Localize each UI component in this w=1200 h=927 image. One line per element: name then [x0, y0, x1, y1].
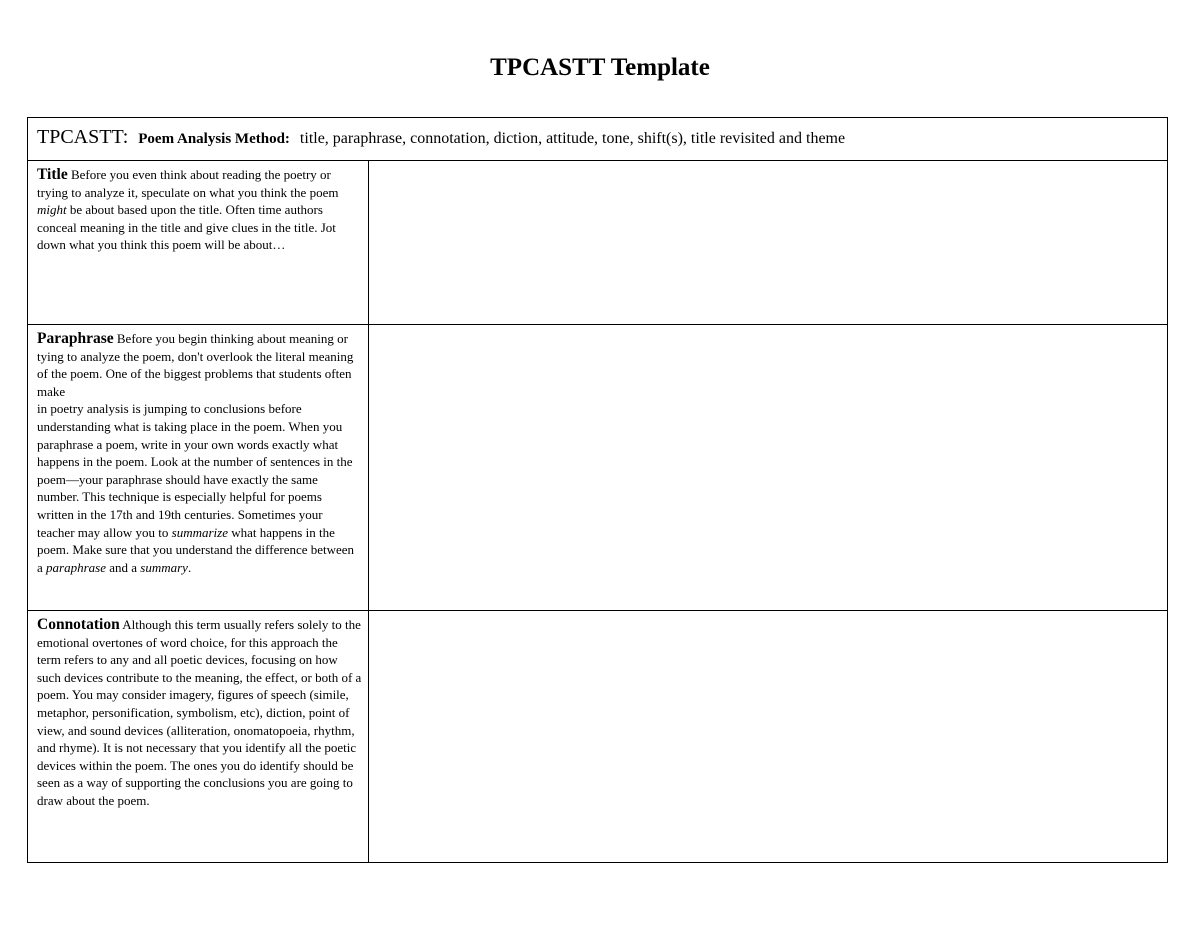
table-row-connotation: [28, 611, 1167, 862]
response-cell-connotation[interactable]: [369, 611, 1167, 862]
prompt-paraphrase-part-e: .: [187, 559, 192, 575]
prompt-paraphrase-emphasis-2: paraphrase: [46, 559, 106, 575]
prompt-connotation-part-a: Although this term usually refers solely to the emotional overtones of word choice, for this approach the term refers to any and all poetic devices, focusing on how such devices contribute to the meaning, the effect, or both of a poem. You may consider imagery, figures of speech (simile, metaphor, personification, symbolism, etc), diction, point of view, and sound devices (alliteration, onomatopoeia, rhythm, and rhyme). It is not necessary that you identify all the poetic devices within the poem. The ones you do identify should be seen as a way of supporting the conclusions you are going to draw about the poem.: [37, 617, 362, 808]
header-method-label: Poem Analysis Method:: [138, 131, 290, 147]
prompt-text-title: [37, 166, 362, 254]
header-steps-list: title, paraphrase, connotation, diction, attitude, tone, shift(s), title revisited and theme: [299, 130, 846, 147]
header-brand: TPCASTT: [37, 126, 123, 148]
prompt-title-part-a: Before you even think about reading the poetry or trying to analyze it, speculate on what you think the poem: [37, 167, 339, 200]
prompt-cell-title: [28, 161, 369, 324]
prompt-paraphrase-part-d: and a: [105, 559, 141, 575]
prompt-text-paraphrase-2: [37, 400, 362, 576]
page-title: TPCASTT Template: [490, 54, 710, 81]
prompt-paraphrase-part-c: what happens in the poem. Make sure that you understand the difference between a: [37, 524, 355, 575]
term-connotation: Connotation: [37, 616, 120, 633]
response-cell-paraphrase[interactable]: [369, 325, 1167, 610]
prompt-paraphrase-part-b: in poetry analysis is jumping to conclusions before understanding what is taking place in the poem. When you paraphrase a poem, write in your own words exactly what happens in the poem. Look at the number of sentences in the poem—your paraphrase should have exactly the same number. This technique is especially helpful for poems written in the 17th and 19th centuries. Sometimes your teacher may allow you to: [37, 401, 353, 540]
response-cell-title[interactable]: [369, 161, 1167, 324]
prompt-title-part-b: be about based upon the title. Often time authors conceal meaning in the title and give clues in the title. Jot down what you think this poem will be about…: [37, 202, 336, 253]
header-colon: :: [122, 126, 129, 148]
table-row-title: [28, 161, 1167, 325]
prompt-paraphrase-part-a: Before you begin thinking about meaning or tying to analyze the poem, don't overlook the literal meaning of the poem. One of the biggest problems that students often make: [37, 331, 354, 399]
tpcastt-table: [27, 117, 1168, 863]
prompt-title-emphasis: might: [37, 202, 67, 218]
term-paraphrase: Paraphrase: [37, 330, 114, 347]
prompt-text-connotation: [37, 616, 362, 810]
table-row-paraphrase: [28, 325, 1167, 611]
prompt-paraphrase-emphasis-1: summarize: [171, 524, 228, 540]
prompt-cell-connotation: [28, 611, 369, 862]
prompt-cell-paraphrase: [28, 325, 369, 610]
prompt-text-paraphrase-1: [37, 330, 362, 400]
table-header-row: [28, 118, 1167, 161]
prompt-paraphrase-emphasis-3: summary: [140, 559, 188, 575]
term-title: Title: [37, 166, 68, 183]
